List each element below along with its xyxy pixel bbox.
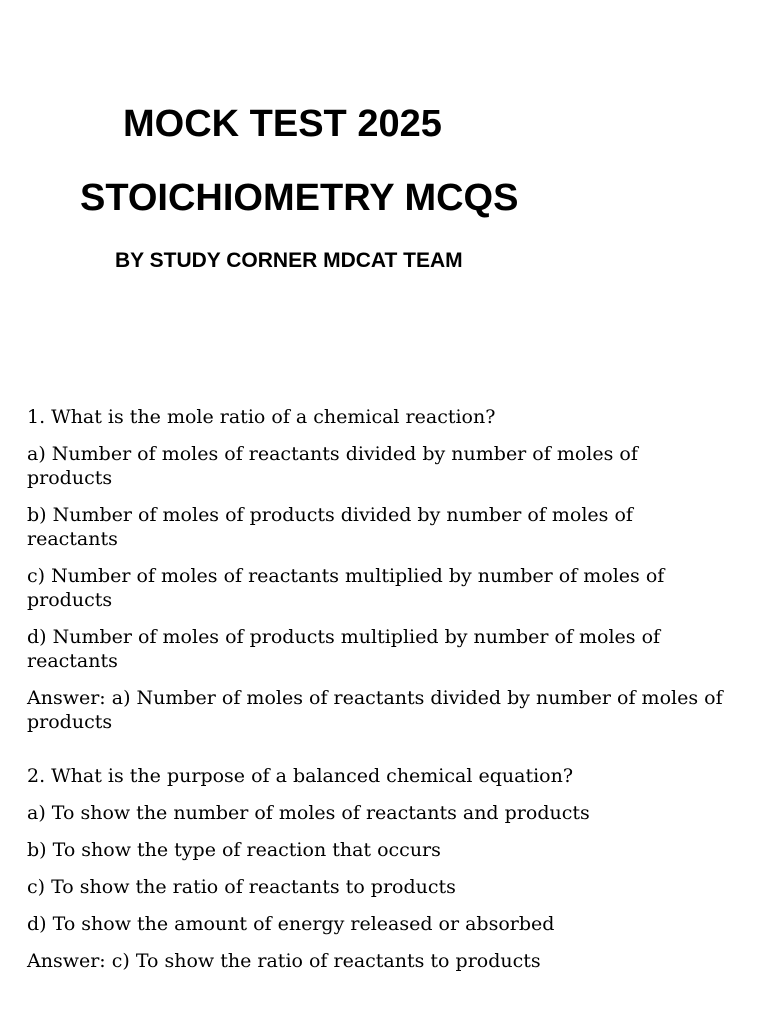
question-list — [27, 405, 727, 973]
option-c: c) Number of moles of reactants multiplied by number of moles of products — [27, 565, 665, 611]
answer-text: Answer: c) To show the ratio of reactants to products — [27, 950, 541, 972]
option-b: b) To show the type of reaction that occurs — [27, 839, 441, 861]
option-b: b) Number of moles of products divided by number of moles of reactants — [27, 504, 633, 550]
option-d: d) To show the amount of energy released or absorbed — [27, 913, 555, 935]
option-a: a) To show the number of moles of reactants and products — [27, 802, 590, 824]
author-byline: BY STUDY CORNER MDCAT TEAM — [115, 249, 463, 272]
question-text: 2. What is the purpose of a balanced chemical equation? — [27, 765, 574, 787]
option-c: c) To show the ratio of reactants to products — [27, 876, 456, 898]
page-subtitle: STOICHIOMETRY MCQS — [80, 177, 519, 219]
option-a: a) Number of moles of reactants divided by number of moles of products — [27, 443, 638, 489]
answer-text: Answer: a) Number of moles of reactants divided by number of moles of products — [27, 687, 723, 733]
question-text: 1. What is the mole ratio of a chemical reaction? — [27, 406, 496, 428]
question-item-2 — [27, 764, 727, 973]
question-item-1 — [27, 405, 727, 734]
option-d: d) Number of moles of products multiplied by number of moles of reactants — [27, 626, 661, 672]
page-title: MOCK TEST 2025 — [123, 103, 442, 145]
